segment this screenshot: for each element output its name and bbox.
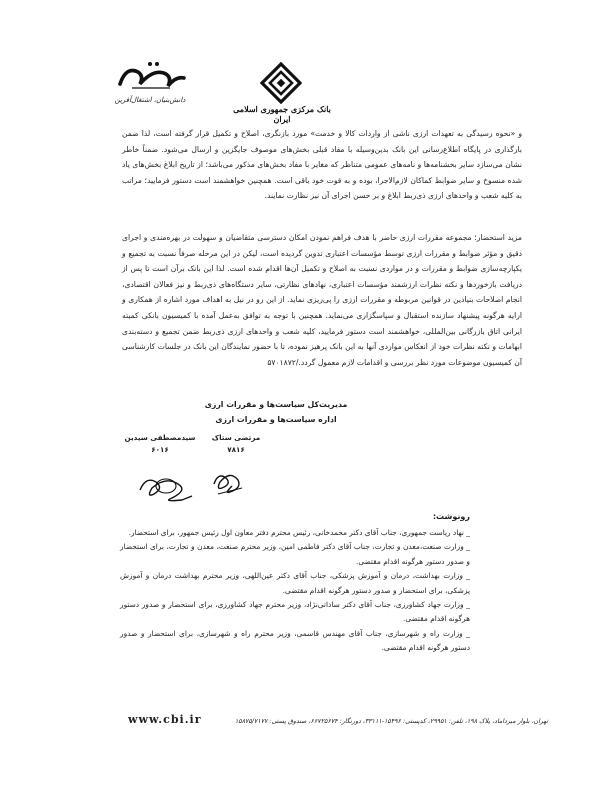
body-paragraph-1: [122, 126, 522, 204]
department-general-title: مدیریت‌کل سیاست‌ها و مقررات ارزی: [204, 400, 348, 409]
copies-list: [120, 526, 470, 656]
footer-address: تهران، بلوار میرداماد، پلاک ۱۹۸، تلفن: ۲۹۹۵۱، کدپستی: ۱۵۴۹۶-۳۳۱۱۱، دورنگار: ۶۶۷۲۵۶۷۴، صندوق پستی: ۱۵۸۷۵/۷۱۷۷: [234, 718, 548, 725]
year-slogan-subtitle: دانش‌بنیان، اشتغال‌آفرین: [114, 96, 186, 104]
signatory-right-code: ۷۸۱۶: [227, 445, 245, 454]
footer-website-link[interactable]: www.cbi.ir: [128, 713, 202, 726]
bank-name: بانک مرکزی جمهوری اسلامی ایران: [233, 104, 331, 124]
paragraph-1-text: و «نحوه رسیدگی به تعهدات ارزی ناشی از واردات کالا و خدمت» مورد بازنگری، اصلاح و تکمیل قرار گرفته است، لذا ضمن بارگذاری در پایگاه اطلاع‌رسانی این بانک بدین‌وسیله با مفاد قبلی بخش‌های موصوف جایگزین و ارسال می‌شود. ضمناً خاطر نشان می‌سازد سایر بخشنامه‌ها و نامه‌های عمومی متناظر که مغایر با مفاد بخش‌های مذکور می‌باشد؛ از تاریخ ابلاغ بخش‌های یاد شده منسوخ و سایر ضوابط کماکان لازم‌الاجرا، بوده و به قوت خود باقی است. همچنین خواهشمند است دستور فرمایید؛ مراتب به کلیه شعب و واحدهای ارزی ذی‌ربط ابلاغ و بر حسن اجرای آن نیز نظارت نمایند.: [122, 129, 522, 201]
signature-right-image: [208, 462, 248, 502]
signatory-left-code: ۶۰۱۶: [151, 445, 169, 454]
year-slogan-emblem: [110, 58, 190, 94]
body-paragraph-2: [122, 230, 522, 370]
paragraph-2-text: مزید استحضار؛ مجموعه مقررات ارزی حاضر با هدف فراهم نمودن امکان دسترسی متقاضیان و سهولت در بهره‌مندی و اجرای دقیق و مؤثر ضوابط و مقررات ارزی توسط مؤسسات اعتباری تدوین گردیده است، لیکن در این مرحله صرفاً نسبت به تجمیع و یکپارچه‌سازی ضوابط و مقررات و در مواردی نسبت به اصلاح و تکمیل آن‌ها اقدام شده است. لذا این بانک برآن است تا پس از دریافت بازخوردها و نکته نظرات ارزشمند مؤسسات اعتباری، نهادهای نظارتی، سایر دستگاه‌های ذی‌ربط و نیز فعالان اقتصادی، انجام اصلاحات بنیادین در قوانین مربوطه و مقررات ارزی را پی‌ریزی نماید. از این رو در نیل به اهداف مورد اشاره از همکاری و ارایه هرگونه پیشنهاد سازنده استقبال و سپاسگزاری می‌نماید. همچنین با توجه به توافق به‌عمل آمده با کمیسیون بانکی کمیته ایرانی اتاق بازرگانی بین‌المللی، خواهشمند است دستور فرمایید، کلیه شعب و واحدهای ارزی ذی‌ربط ضمن تجمیع و دسته‌بندی ابهامات و نکته نظرات خود از انعکاس مواردی آنها به این بانک پرهیز نموده، تا با حضور نمایندگان این بانک در جلسات کارشناسی آن کمیسیون موضوعات مورد نظر بررسی و اقدامات لازم معمول گردد./۵۷۰۱۸۷۲: [122, 233, 522, 367]
copies-list-item: _ وزارت جهاد کشاورزی، جناب آقای دکتر ساداتی‌نژاد، وزیر محترم جهاد کشاورزی، برای استحضار و صدور دستور هرگونه اقدام مقتضی.: [120, 600, 470, 624]
page-footer: [128, 713, 548, 726]
copies-list-item: _ وزارت راه و شهرسازی، جناب آقای مهندس قاسمی، وزیر محترم راه و شهرسازی، برای استحضار و صدور دستور هرگونه اقدام مقتضی.: [120, 628, 470, 653]
signatory-left-name: سیدمصطفی سیدین: [124, 433, 196, 442]
department-office-title: اداره سیاست‌ها و مقررات ارزی: [215, 415, 337, 424]
copies-list-item: _ وزارت بهداشت، درمان و آموزش پزشکی، جناب آقای دکتر عین‌اللهی، وزیر محترم بهداشت درمان و آموزش پزشکی، برای استحضار و صدور دستور هرگونه اقدام مقتضی.: [120, 571, 470, 595]
copies-list-item: _ وزارت صنعت،معدن و تجارت، جناب آقای دکتر فاطمی امین، وزیر محترم صنعت، معدن و تجارت، برای استحضار و صدور دستور هرگونه اقدام مقتضی.: [120, 542, 470, 566]
signature-left-image: [136, 470, 194, 506]
copies-heading: رونوشت:: [432, 512, 470, 521]
signatory-right-name: مرتضی ستاک: [211, 433, 261, 442]
copies-list-item: _ نهاد ریاست جمهوری، جناب آقای دکتر محمدخانی، رئیس محترم دفتر معاون اول رئیس جمهور، برای استحضار.: [128, 528, 470, 537]
signatory-right: [196, 432, 276, 456]
central-bank-logo-icon: [260, 62, 302, 104]
signatory-left: [120, 432, 200, 456]
